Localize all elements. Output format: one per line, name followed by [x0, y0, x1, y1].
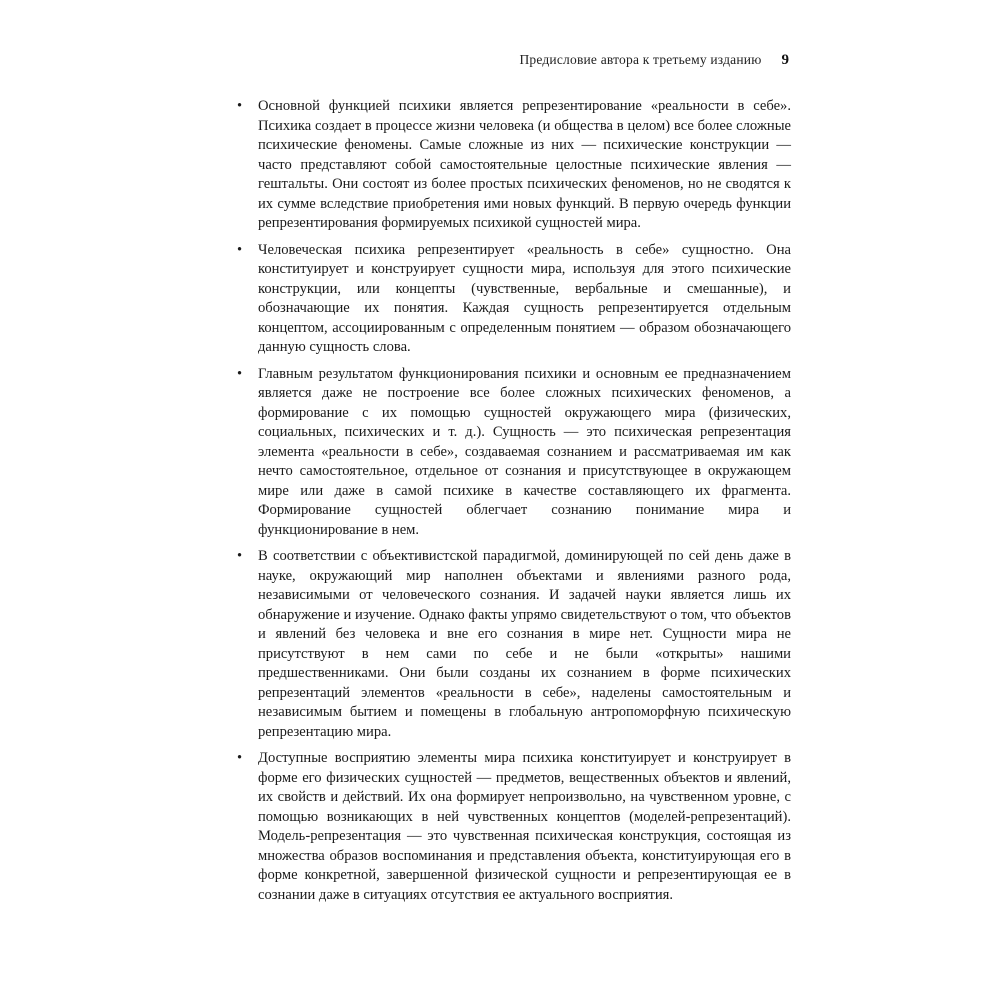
bullet-marker: • — [237, 241, 243, 258]
running-head — [235, 52, 789, 69]
bullet-marker: • — [237, 98, 243, 114]
bullet-item — [235, 365, 791, 541]
page-number: 9 — [781, 52, 789, 68]
bullet-marker: • — [237, 750, 243, 766]
page-content — [235, 52, 791, 912]
bullet-text: Главным результатом функционирования психики и основным ее предназначением является даже не построение все более сложных психических феноменов, а формирование с их помощью сущностей окружающего мира (физических, социальных, психических и т. д.). Сущность — это психическая репрезентация элемента «реальности в себе», создаваемая сознанием и рассматриваемая им как нечто самостоятельное, отдельное от сознания и присутствующее в окружающем мире или даже в самой психике в качестве составляющего их фрагмента. Формирование сущностей облегчает сознанию понимание мира и функционирование в нем. — [258, 365, 791, 538]
bullet-marker: • — [237, 548, 243, 564]
bullet-item — [235, 749, 791, 905]
running-head-title: Предисловие автора к третьему изданию — [519, 52, 762, 67]
bullet-item — [235, 547, 791, 742]
bullet-text: В соответствии с объективистской парадигмой, доминирующей по сей день даже в науке, окружающий мир наполнен объектами и явлениями разного рода, независимыми от человеческого сознания. И задачей науки является лишь их обнаружение и изучение. Однако факты упрямо свидетельствуют о том, что объектов и явлений без человека и вне его сознания в мире нет. Сущности мира не присутствуют в нем сами по себе и не были «открыты» нашими предшественниками. Они были созданы их сознанием в форме психических репрезентаций элементов «реальности в себе», наделены самостоятельным и независимым бытием и помещены в глобальную антропоморфную психическую репрезентацию мира. — [258, 548, 791, 740]
bullet-marker: • — [237, 365, 243, 382]
bullet-text: Доступные восприятию элементы мира психика конституирует и конструирует в форме его физических сущностей — предметов, вещественных объектов и явлений, их свойств и действий. Их она формирует непроизвольно, на чувственном уровне, с помощью возникающих в ней чувственных концептов (моделей-репрезентаций). Модель-репрезентация — это чувственная психическая конструкция, состоящая из множества образов воспоминания и представления объекта, конституирующая его в форме конкретной, завершенной физической сущности и репрезентирующая ее в сознании даже в ситуациях отсутствия ее актуального восприятия. — [258, 750, 791, 903]
bullet-item — [235, 97, 791, 234]
bullet-text: Человеческая психика репрезентирует «реальность в себе» сущностно. Она конституирует и конструирует сущности мира, используя для этого психические конструкции, или концепты (чувственные, вербальные и смешанные), и обозначающие их понятия. Каждая сущность репрезентируется отдельным концептом, ассоциированным с определенным понятием — образом обозначающего данную сущность слова. — [258, 241, 791, 355]
bullet-list — [235, 97, 791, 905]
bullet-item — [235, 241, 791, 358]
bullet-text: Основной функцией психики является репрезентирование «реальности в себе». Психика создает в процессе жизни человека (и общества в целом) все более сложные психические феномены. Самые сложные из них — психические конструкции — часто представляют собой самостоятельные целостные психические явления — гештальты. Они состоят из более простых психических феноменов, но не сводятся к их сумме вследствие приобретения ими новых функций. В первую очередь функции репрезентирования формируемых психикой сущностей мира. — [258, 98, 791, 231]
